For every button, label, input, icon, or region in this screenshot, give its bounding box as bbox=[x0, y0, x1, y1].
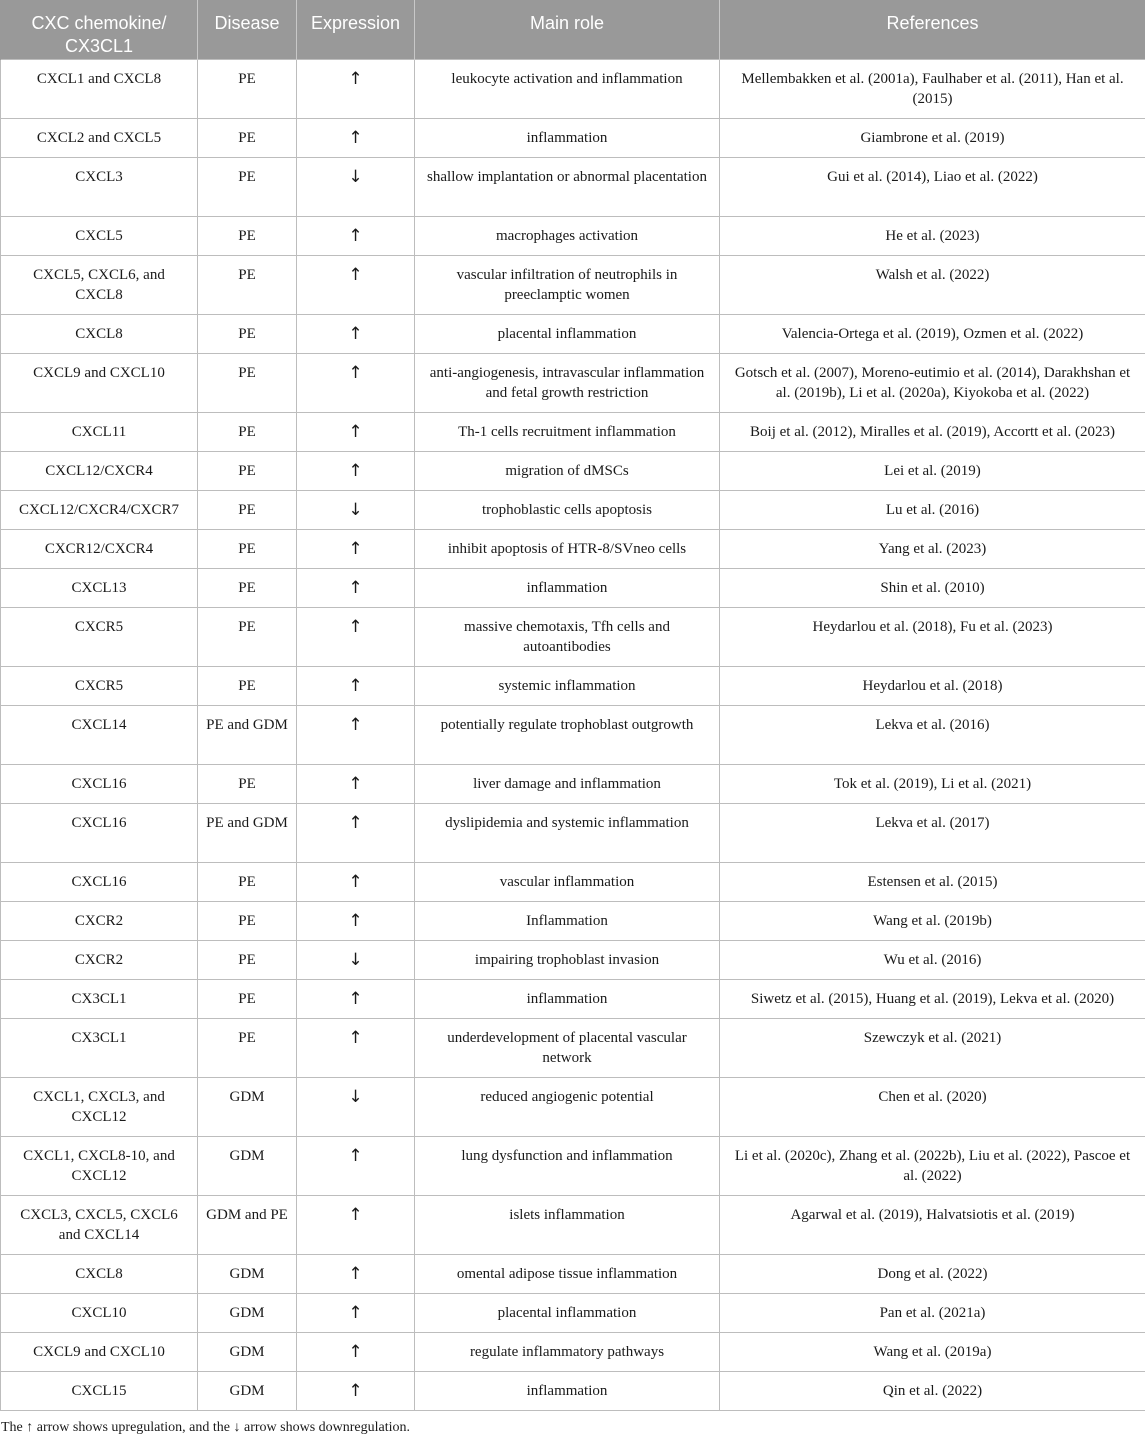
table-row bbox=[1, 803, 1145, 862]
cell-chemokine: CXCL2 and CXCL5 bbox=[1, 118, 198, 157]
cell-references: Lekva et al. (2017) bbox=[720, 803, 1145, 862]
cell-chemokine: CXCL16 bbox=[1, 862, 198, 901]
table-row bbox=[1, 568, 1145, 607]
cell-expression: ↑ bbox=[297, 607, 415, 666]
cell-chemokine: CXCR5 bbox=[1, 607, 198, 666]
cell-references: Boij et al. (2012), Miralles et al. (2019), Accortt et al. (2023) bbox=[720, 412, 1145, 451]
cell-expression: ↑ bbox=[297, 216, 415, 255]
cell-disease: GDM bbox=[198, 1077, 297, 1136]
cell-disease: PE bbox=[198, 568, 297, 607]
cell-expression: ↑ bbox=[297, 255, 415, 314]
cell-expression: ↑ bbox=[297, 314, 415, 353]
cell-main-role: placental inflammation bbox=[415, 314, 720, 353]
header-expression: Expression bbox=[297, 0, 415, 59]
cell-chemokine: CXCL14 bbox=[1, 705, 198, 764]
cell-main-role: vascular inflammation bbox=[415, 862, 720, 901]
cell-disease: PE bbox=[198, 451, 297, 490]
cell-references: Shin et al. (2010) bbox=[720, 568, 1145, 607]
cell-expression: ↑ bbox=[297, 862, 415, 901]
cell-references: Dong et al. (2022) bbox=[720, 1254, 1145, 1293]
cell-main-role: impairing trophoblast invasion bbox=[415, 940, 720, 979]
cell-disease: PE bbox=[198, 607, 297, 666]
cell-expression: ↓ bbox=[297, 490, 415, 529]
table-row bbox=[1, 59, 1145, 118]
cell-references: Li et al. (2020c), Zhang et al. (2022b), Liu et al. (2022), Pascoe et al. (2022) bbox=[720, 1136, 1145, 1195]
cell-disease: PE bbox=[198, 412, 297, 451]
cell-references: Lu et al. (2016) bbox=[720, 490, 1145, 529]
cell-disease: PE bbox=[198, 118, 297, 157]
cell-main-role: inhibit apoptosis of HTR-8/SVneo cells bbox=[415, 529, 720, 568]
cell-chemokine: CXCL1, CXCL3, and CXCL12 bbox=[1, 1077, 198, 1136]
cell-main-role: massive chemotaxis, Tfh cells and autoantibodies bbox=[415, 607, 720, 666]
cell-expression: ↑ bbox=[297, 1332, 415, 1371]
cell-expression: ↑ bbox=[297, 1136, 415, 1195]
cell-chemokine: CXCL1, CXCL8-10, and CXCL12 bbox=[1, 1136, 198, 1195]
cell-expression: ↑ bbox=[297, 529, 415, 568]
cell-expression: ↑ bbox=[297, 353, 415, 412]
cell-chemokine: CXCR12/CXCR4 bbox=[1, 529, 198, 568]
cell-disease: PE and GDM bbox=[198, 803, 297, 862]
cell-expression: ↑ bbox=[297, 803, 415, 862]
cell-references: Wang et al. (2019a) bbox=[720, 1332, 1145, 1371]
cell-main-role: vascular infiltration of neutrophils in preeclamptic women bbox=[415, 255, 720, 314]
cell-expression: ↑ bbox=[297, 1195, 415, 1254]
header-references: References bbox=[720, 0, 1145, 59]
cell-chemokine: CXCL12/CXCR4 bbox=[1, 451, 198, 490]
table-row bbox=[1, 529, 1145, 568]
cell-expression: ↑ bbox=[297, 901, 415, 940]
cell-chemokine: CXCL11 bbox=[1, 412, 198, 451]
cell-expression: ↑ bbox=[297, 59, 415, 118]
cell-disease: PE bbox=[198, 901, 297, 940]
cell-chemokine: CX3CL1 bbox=[1, 979, 198, 1018]
cell-references: Giambrone et al. (2019) bbox=[720, 118, 1145, 157]
table-row bbox=[1, 1018, 1145, 1077]
cell-references: Mellembakken et al. (2001a), Faulhaber et al. (2011), Han et al. (2015) bbox=[720, 59, 1145, 118]
cell-main-role: inflammation bbox=[415, 568, 720, 607]
cell-references: Gui et al. (2014), Liao et al. (2022) bbox=[720, 157, 1145, 216]
cell-chemokine: CXCL9 and CXCL10 bbox=[1, 1332, 198, 1371]
cell-main-role: systemic inflammation bbox=[415, 666, 720, 705]
cell-disease: PE bbox=[198, 490, 297, 529]
cell-main-role: islets inflammation bbox=[415, 1195, 720, 1254]
table-row bbox=[1, 1077, 1145, 1136]
cell-expression: ↑ bbox=[297, 1254, 415, 1293]
cell-main-role: omental adipose tissue inflammation bbox=[415, 1254, 720, 1293]
cell-main-role: inflammation bbox=[415, 118, 720, 157]
cell-expression: ↑ bbox=[297, 666, 415, 705]
cell-main-role: shallow implantation or abnormal placentation bbox=[415, 157, 720, 216]
table-row bbox=[1, 979, 1145, 1018]
cell-references: Chen et al. (2020) bbox=[720, 1077, 1145, 1136]
cell-main-role: macrophages activation bbox=[415, 216, 720, 255]
cell-references: Pan et al. (2021a) bbox=[720, 1293, 1145, 1332]
cell-chemokine: CXCR2 bbox=[1, 901, 198, 940]
cell-main-role: potentially regulate trophoblast outgrowth bbox=[415, 705, 720, 764]
cell-disease: PE bbox=[198, 666, 297, 705]
cell-expression: ↑ bbox=[297, 979, 415, 1018]
cell-references: Lei et al. (2019) bbox=[720, 451, 1145, 490]
cell-chemokine: CXCR5 bbox=[1, 666, 198, 705]
table-row bbox=[1, 118, 1145, 157]
cell-chemokine: CXCL13 bbox=[1, 568, 198, 607]
cell-disease: PE bbox=[198, 255, 297, 314]
cell-main-role: liver damage and inflammation bbox=[415, 764, 720, 803]
cell-disease: GDM and PE bbox=[198, 1195, 297, 1254]
cell-references: Yang et al. (2023) bbox=[720, 529, 1145, 568]
table-row bbox=[1, 705, 1145, 764]
cell-main-role: inflammation bbox=[415, 979, 720, 1018]
cell-disease: PE bbox=[198, 979, 297, 1018]
cell-chemokine: CXCL8 bbox=[1, 314, 198, 353]
cell-disease: PE and GDM bbox=[198, 705, 297, 764]
table-row bbox=[1, 412, 1145, 451]
cell-chemokine: CXCL10 bbox=[1, 1293, 198, 1332]
cell-references: Qin et al. (2022) bbox=[720, 1371, 1145, 1410]
cell-expression: ↓ bbox=[297, 940, 415, 979]
cell-expression: ↑ bbox=[297, 705, 415, 764]
table-row bbox=[1, 1332, 1145, 1371]
cell-disease: PE bbox=[198, 314, 297, 353]
cell-main-role: trophoblastic cells apoptosis bbox=[415, 490, 720, 529]
cell-references: Lekva et al. (2016) bbox=[720, 705, 1145, 764]
cell-chemokine: CX3CL1 bbox=[1, 1018, 198, 1077]
cell-references: Estensen et al. (2015) bbox=[720, 862, 1145, 901]
cell-main-role: anti-angiogenesis, intravascular inflammation and fetal growth restriction bbox=[415, 353, 720, 412]
cell-disease: GDM bbox=[198, 1293, 297, 1332]
cell-main-role: regulate inflammatory pathways bbox=[415, 1332, 720, 1371]
cell-disease: PE bbox=[198, 157, 297, 216]
cell-main-role: leukocyte activation and inflammation bbox=[415, 59, 720, 118]
cell-chemokine: CXCL5, CXCL6, and CXCL8 bbox=[1, 255, 198, 314]
cell-main-role: lung dysfunction and inflammation bbox=[415, 1136, 720, 1195]
cell-references: Walsh et al. (2022) bbox=[720, 255, 1145, 314]
cell-references: Wu et al. (2016) bbox=[720, 940, 1145, 979]
table-row bbox=[1, 940, 1145, 979]
cell-chemokine: CXCL3 bbox=[1, 157, 198, 216]
cell-chemokine: CXCL3, CXCL5, CXCL6 and CXCL14 bbox=[1, 1195, 198, 1254]
table-footnote: The ↑ arrow shows upregulation, and the ↓ arrow shows downregulation. bbox=[1, 1420, 411, 1435]
cell-disease: PE bbox=[198, 1018, 297, 1077]
cell-references: Heydarlou et al. (2018), Fu et al. (2023) bbox=[720, 607, 1145, 666]
table-row bbox=[1, 862, 1145, 901]
cell-chemokine: CXCR2 bbox=[1, 940, 198, 979]
cell-main-role: inflammation bbox=[415, 1371, 720, 1410]
cell-expression: ↑ bbox=[297, 1371, 415, 1410]
header-main-role: Main role bbox=[415, 0, 720, 59]
cell-main-role: underdevelopment of placental vascular network bbox=[415, 1018, 720, 1077]
cell-disease: PE bbox=[198, 529, 297, 568]
cell-chemokine: CXCL15 bbox=[1, 1371, 198, 1410]
cell-disease: PE bbox=[198, 59, 297, 118]
table-row bbox=[1, 1254, 1145, 1293]
cell-references: Gotsch et al. (2007), Moreno-eutimio et al. (2014), Darakhshan et al. (2019b), Li et al. (2020a), Kiyokoba et al. (2022) bbox=[720, 353, 1145, 412]
cell-disease: GDM bbox=[198, 1136, 297, 1195]
table-row bbox=[1, 1195, 1145, 1254]
cell-disease: PE bbox=[198, 216, 297, 255]
cell-disease: PE bbox=[198, 862, 297, 901]
cell-disease: PE bbox=[198, 353, 297, 412]
cell-chemokine: CXCL1 and CXCL8 bbox=[1, 59, 198, 118]
cell-chemokine: CXCL16 bbox=[1, 803, 198, 862]
cell-disease: GDM bbox=[198, 1371, 297, 1410]
table-row bbox=[1, 1371, 1145, 1410]
cell-references: Siwetz et al. (2015), Huang et al. (2019), Lekva et al. (2020) bbox=[720, 979, 1145, 1018]
cell-disease: GDM bbox=[198, 1332, 297, 1371]
cell-main-role: reduced angiogenic potential bbox=[415, 1077, 720, 1136]
cell-references: Wang et al. (2019b) bbox=[720, 901, 1145, 940]
table-row bbox=[1, 353, 1145, 412]
cell-chemokine: CXCL5 bbox=[1, 216, 198, 255]
table-row bbox=[1, 1136, 1145, 1195]
cell-chemokine: CXCL8 bbox=[1, 1254, 198, 1293]
cell-references: Agarwal et al. (2019), Halvatsiotis et al. (2019) bbox=[720, 1195, 1145, 1254]
table-row bbox=[1, 255, 1145, 314]
header-disease: Disease bbox=[198, 0, 297, 59]
cell-chemokine: CXCL9 and CXCL10 bbox=[1, 353, 198, 412]
cell-main-role: placental inflammation bbox=[415, 1293, 720, 1332]
cell-references: Valencia-Ortega et al. (2019), Ozmen et al. (2022) bbox=[720, 314, 1145, 353]
table-row bbox=[1, 451, 1145, 490]
cell-expression: ↑ bbox=[297, 451, 415, 490]
table-header-row bbox=[1, 0, 1145, 59]
cell-main-role: migration of dMSCs bbox=[415, 451, 720, 490]
cell-references: Szewczyk et al. (2021) bbox=[720, 1018, 1145, 1077]
header-chemokine: CXC chemokine/ CX3CL1 bbox=[1, 0, 198, 59]
table-row bbox=[1, 607, 1145, 666]
cell-disease: PE bbox=[198, 764, 297, 803]
table-row bbox=[1, 901, 1145, 940]
cell-expression: ↑ bbox=[297, 568, 415, 607]
cell-expression: ↑ bbox=[297, 118, 415, 157]
table-row bbox=[1, 1293, 1145, 1332]
cell-expression: ↑ bbox=[297, 412, 415, 451]
cell-references: Heydarlou et al. (2018) bbox=[720, 666, 1145, 705]
table-row bbox=[1, 490, 1145, 529]
cell-expression: ↓ bbox=[297, 1077, 415, 1136]
cell-chemokine: CXCL12/CXCR4/CXCR7 bbox=[1, 490, 198, 529]
table-row bbox=[1, 157, 1145, 216]
cell-references: Tok et al. (2019), Li et al. (2021) bbox=[720, 764, 1145, 803]
cell-references: He et al. (2023) bbox=[720, 216, 1145, 255]
cell-expression: ↑ bbox=[297, 1018, 415, 1077]
cell-main-role: Th-1 cells recruitment inflammation bbox=[415, 412, 720, 451]
cell-expression: ↑ bbox=[297, 1293, 415, 1332]
cell-disease: PE bbox=[198, 940, 297, 979]
table-row bbox=[1, 216, 1145, 255]
cell-expression: ↓ bbox=[297, 157, 415, 216]
cell-chemokine: CXCL16 bbox=[1, 764, 198, 803]
cell-disease: GDM bbox=[198, 1254, 297, 1293]
cell-main-role: Inflammation bbox=[415, 901, 720, 940]
table-row bbox=[1, 764, 1145, 803]
cell-main-role: dyslipidemia and systemic inflammation bbox=[415, 803, 720, 862]
table-row bbox=[1, 314, 1145, 353]
cell-expression: ↑ bbox=[297, 764, 415, 803]
table-row bbox=[1, 666, 1145, 705]
